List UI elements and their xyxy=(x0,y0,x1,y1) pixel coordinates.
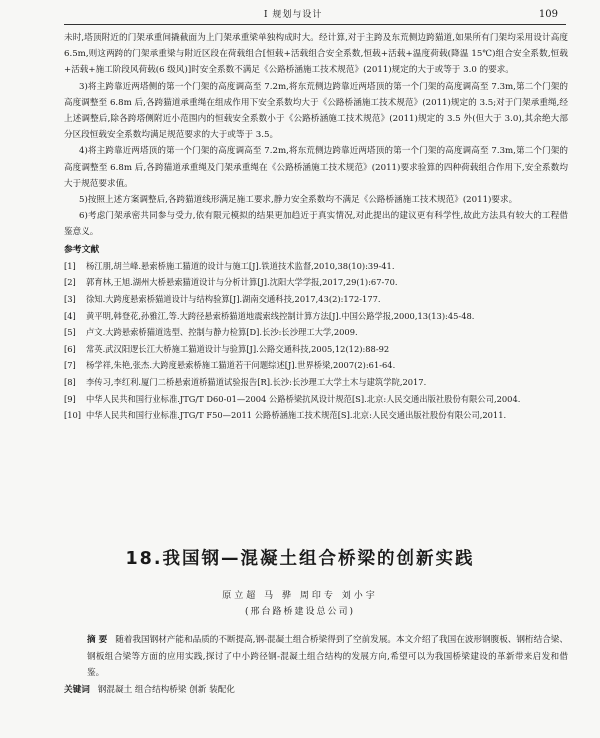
paragraph-continued: 未时,塔顶附近的门架承重间撬截面为上门架承重梁单独构成时大。经计算,对于主跨及东荒侧边跨猫道,如果所有门架均采用设计高度 6.5m,则这两跨的门架承重梁与附近区段在荷载组合[恒载+活载组合安全系数,恒载+活载+温度荷载(降温 15℃)组合安全系数,恒载+活载+施工阶段风荷载(6 级风)]时安全系数不满足《公路桥涵施工技术规范》(2011)规定的大于或等于 3.0 的要求。 xyxy=(64,33,568,76)
reference-number: [1] xyxy=(64,260,76,271)
reference-number: [7] xyxy=(64,360,76,371)
abstract-label: 摘 要 xyxy=(87,635,108,645)
article-authors: 原立超 马 骅 周印专 刘小宇 xyxy=(222,591,378,601)
reference-item xyxy=(64,274,568,291)
reference-text: 中华人民共和国行业标准.JTG/T D60-01—2004 公路桥梁抗风设计规范[S].北京:人民交通出版社股份有限公司,2004. xyxy=(86,393,521,404)
reference-text: 杨学祥,朱艳,张杰.大跨度悬索桥施工猫道若干问题综述[J].世界桥梁,2007(2):61-64. xyxy=(86,360,396,371)
reference-item xyxy=(64,374,568,391)
article-title: 18.我国钢—混凝土组合桥梁的创新实践 xyxy=(125,549,475,569)
reference-text: 杨江朋,胡兰峰.悬索桥施工猫道的设计与施工[J].铁道技术监督,2010,38(10):39-41. xyxy=(86,260,395,271)
abstract xyxy=(64,632,568,682)
reference-text: 中华人民共和国行业标准.JTG/T F50—2011 公路桥涵施工技术规范[S].北京:人民交通出版社股份有限公司,2011. xyxy=(86,410,507,421)
paragraph-4: 4)将主跨靠近两塔顶的第一个门架的高度调高至 7.2m,将东荒侧边跨靠近两塔顶的第一个门架的高度调高至 7.3m,第二个门架的高度调整至 6.8m 后,各跨猫道承重绳及门架承重绳在《公路桥涵施工技术规范》(2011)要求验算的四种荷载组合作用下,安全系数均大于规范要求值。 xyxy=(64,146,568,189)
reference-number: [4] xyxy=(64,310,76,321)
reference-number: [5] xyxy=(64,327,76,338)
reference-number: [6] xyxy=(64,343,76,354)
reference-text: 徐知.大跨度悬索桥猫道设计与结构验算[J].湖南交通科技,2017,43(2):172-177. xyxy=(86,294,381,305)
section-title: Ⅰ 规划与设计 xyxy=(264,10,323,20)
keywords-text: 钢混凝土 组合结构桥梁 创新 装配化 xyxy=(97,684,235,695)
keywords xyxy=(64,682,568,699)
abstract-text: 随着我国钢材产能和品质的不断提高,钢-混凝土组合桥梁得到了空前发展。本文介绍了我国在波形钢腹板、钢桁结合梁、钢板组合梁等方面的应用实践,探讨了中小跨径钢-混凝土组合结构的发展方向,希望可以为我国桥梁建设的革新带来启发和借鉴。 xyxy=(87,635,568,678)
page-header xyxy=(64,8,566,25)
keywords-label: 关键词 xyxy=(64,684,90,695)
reference-item xyxy=(64,407,568,424)
reference-item xyxy=(64,341,568,358)
body-text xyxy=(64,30,568,424)
reference-number: [10] xyxy=(64,410,82,421)
reference-number: [8] xyxy=(64,377,76,387)
reference-item xyxy=(64,258,568,275)
reference-text: 常英.武汉阳逻长江大桥施工猫道设计与验算[J].公路交通科技,2005,12(12):88-92 xyxy=(86,343,390,354)
page-number: 109 xyxy=(538,9,558,20)
reference-text: 李传习,李红利.厦门二桥悬索道桥猫道试验报告[R].长沙:长沙理工大学土木与建筑学院,2017. xyxy=(86,377,427,387)
paragraph-3: 3)将主跨靠近两塔侧的第一个门架的高度调高至 7.2m,将东荒侧边跨靠近两塔顶的第一个门架的高度调高至 7.3m,第二个门架的高度调整至 6.8m 后,各跨猫道承重绳在组成作用下安全系数均大于《公路桥涵施工技术规范》(2011)规定的 3.5;对于门架承重绳,经上述调整后,除各跨塔侧附近小范围内的恒载安全系数小于《公路桥涵施工技术规范》(2011)规定的 3.5 外(但大于 3.0),其余绝大部分区段恒载安全系数均满足规范要求的大于或等于 3.5。 xyxy=(64,81,568,141)
abstract-block xyxy=(64,632,568,698)
reference-text: 卢文.大跨悬索桥猫道选型、控制与静力检算[D].长沙:长沙理工大学,2009. xyxy=(86,327,358,338)
reference-number: [3] xyxy=(64,294,76,305)
paragraph-6: 6)考虑门架承密共同参与受力,依有限元模拟的结果更加趋近于真实情况,对此提出的建议更有科学性,故此方法具有较大的工程借鉴意义。 xyxy=(64,211,568,238)
reference-item xyxy=(64,324,568,341)
article-affiliation: (邢台路桥建设总公司) xyxy=(244,607,356,617)
reference-item xyxy=(64,291,568,308)
reference-number: [9] xyxy=(64,393,76,404)
reference-text: 郭育林,王旭.湖州大桥悬索猫道设计与分析计算[J].沈阳大学学报,2017,29(1):67-70. xyxy=(86,277,398,288)
reference-item xyxy=(64,308,568,325)
references-heading: 参考文献 xyxy=(64,244,100,255)
reference-item xyxy=(64,357,568,374)
reference-list xyxy=(64,258,568,424)
reference-text: 黄平明,韩登花,孙雅江,等.大跨径悬索桥猫道地震索线控制计算方法[J].中国公路学报,2000,13(13):45-48. xyxy=(86,310,475,321)
reference-number: [2] xyxy=(64,277,76,288)
paragraph-5: 5)按照上述方案调整后,各跨猫道线形满足施工要求,静力安全系数均不满足《公路桥涵施工技术规范》(2011)要求。 xyxy=(79,195,518,206)
reference-item xyxy=(64,391,568,408)
